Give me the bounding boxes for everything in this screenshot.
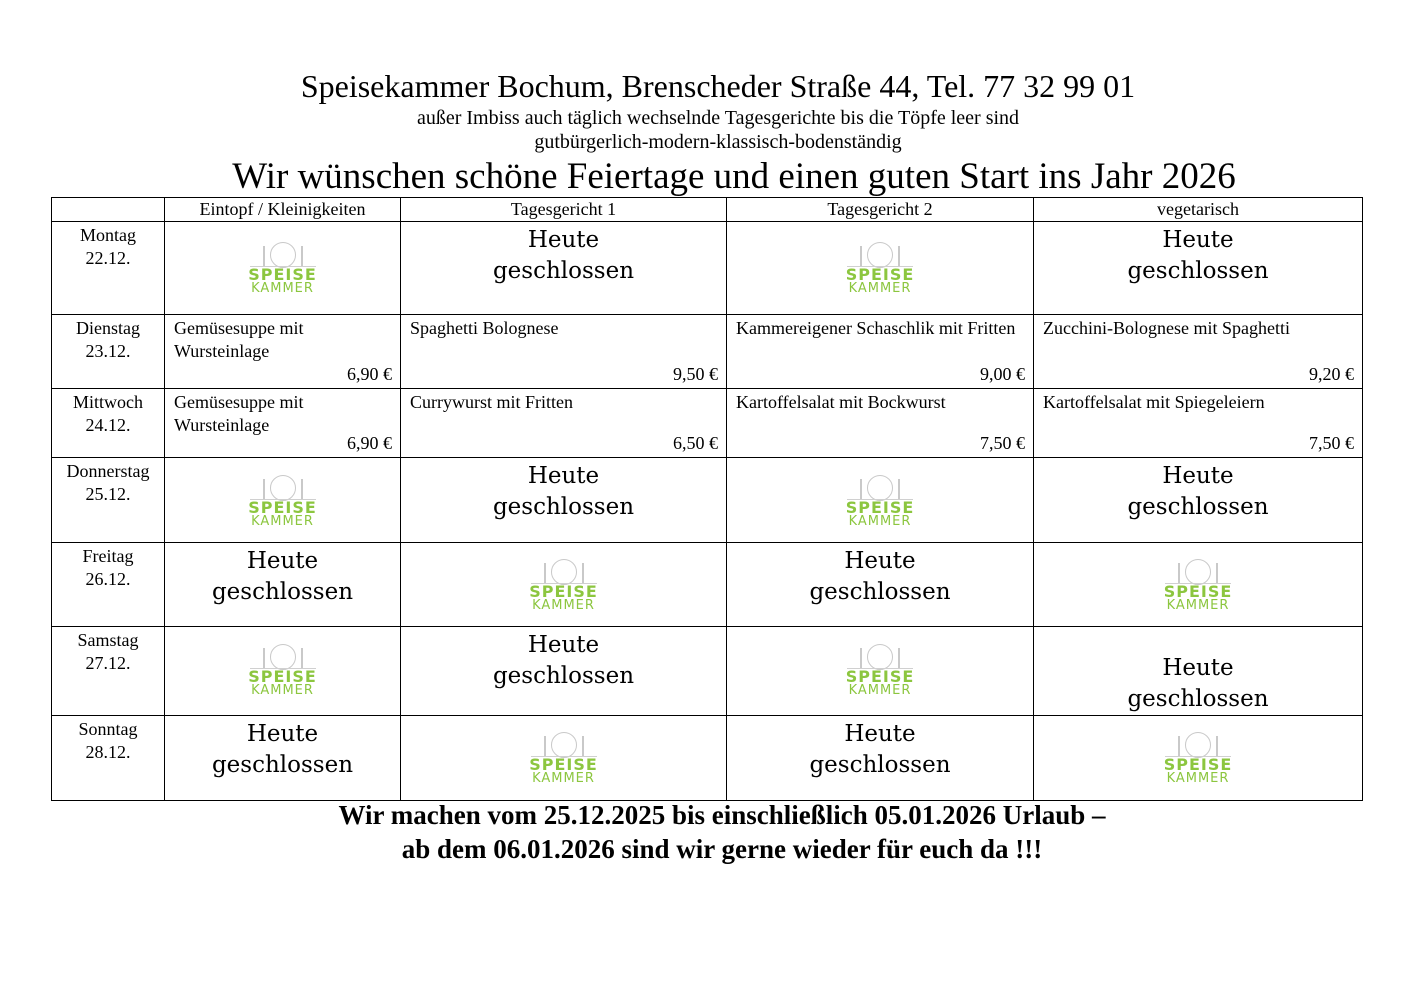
dish-name: Spaghetti Bolognese [410, 318, 559, 338]
day-name: Donnerstag [66, 461, 150, 481]
speisekammer-logo: SPEISE KAMMER [843, 475, 917, 527]
knife-icon [301, 648, 303, 668]
style-tagline: gutbürgerlich-modern-klassisch-bodenständig [534, 131, 902, 153]
table-row [52, 315, 1363, 389]
day-date: 26.12. [85, 569, 131, 589]
dish-cell [1034, 389, 1363, 458]
logo-cell [165, 458, 401, 543]
dish-price: 6,90 € [347, 364, 392, 384]
day-name: Freitag [82, 546, 134, 566]
day-name: Sonntag [78, 719, 138, 739]
day-name: Samstag [77, 630, 139, 650]
day-cell [52, 389, 165, 458]
column-header-tagesgericht-1: Tagesgericht 1 [401, 198, 727, 222]
logo-cell [1034, 716, 1363, 801]
table-row [52, 222, 1363, 315]
fork-icon [860, 648, 862, 668]
dish-name: Zucchini-Bolognese mit Spaghetti [1043, 318, 1290, 338]
speisekammer-logo: SPEISE KAMMER [246, 475, 320, 527]
closed-notice: Heute geschlossen [211, 548, 354, 605]
speisekammer-logo: SPEISE KAMMER [1161, 559, 1235, 611]
closed-cell [165, 716, 401, 801]
speisekammer-logo: SPEISE KAMMER [527, 732, 601, 784]
knife-icon [898, 648, 900, 668]
dish-name: Gemüsesuppe mit Wursteinlage [174, 392, 304, 435]
day-cell [52, 222, 165, 315]
dish-cell [165, 315, 401, 389]
closed-notice: Heute geschlossen [492, 227, 635, 284]
fork-icon [263, 246, 265, 266]
closed-notice: Heute geschlossen [211, 721, 354, 778]
day-date: 27.12. [85, 653, 131, 673]
speisekammer-logo: SPEISE KAMMER [246, 644, 320, 696]
day-date: 23.12. [85, 341, 131, 361]
closed-cell [727, 543, 1034, 627]
day-date: 22.12. [85, 248, 131, 268]
closed-cell [1034, 222, 1363, 315]
fork-icon [263, 648, 265, 668]
dish-price: 9,50 € [673, 364, 718, 384]
weekly-menu-table [51, 197, 1363, 801]
speisekammer-logo: SPEISE KAMMER [527, 559, 601, 611]
dish-cell [165, 389, 401, 458]
fork-icon [544, 563, 546, 583]
vacation-notice-line-1: Wir machen vom 25.12.2025 bis einschließlich 05.01.2026 Urlaub – [338, 800, 1106, 830]
dish-name: Kartoffelsalat mit Spiegeleiern [1043, 392, 1265, 412]
logo-cell [727, 458, 1034, 543]
column-header-day [52, 198, 165, 222]
dish-name: Kartoffelsalat mit Bockwurst [736, 392, 946, 412]
day-date: 24.12. [85, 415, 131, 435]
closed-notice: Heute geschlossen [492, 632, 635, 689]
column-header-tagesgericht-2: Tagesgericht 2 [727, 198, 1034, 222]
logo-cell [727, 627, 1034, 716]
speisekammer-logo: SPEISE KAMMER [843, 242, 917, 294]
logo-cell [1034, 543, 1363, 627]
table-row [52, 716, 1363, 801]
fork-icon [860, 246, 862, 266]
table-row [52, 458, 1363, 543]
dish-cell [727, 389, 1034, 458]
fork-icon [860, 479, 862, 499]
logo-cell [165, 222, 401, 315]
knife-icon [1216, 563, 1218, 583]
knife-icon [1216, 736, 1218, 756]
closed-cell [165, 543, 401, 627]
dish-price: 9,00 € [980, 364, 1025, 384]
day-cell [52, 458, 165, 543]
column-header-eintopf: Eintopf / Kleinigkeiten [165, 198, 401, 222]
closed-notice: Heute geschlossen [809, 548, 951, 605]
dish-price: 6,50 € [673, 433, 718, 453]
dish-cell [1034, 315, 1363, 389]
fork-icon [1178, 736, 1180, 756]
closed-cell [401, 222, 727, 315]
dish-price: 7,50 € [980, 433, 1025, 453]
closed-notice: Heute geschlossen [492, 463, 635, 520]
logo-cell [401, 543, 727, 627]
dish-cell [727, 315, 1034, 389]
dish-cell [401, 389, 727, 458]
knife-icon [301, 246, 303, 266]
closed-cell [1034, 627, 1363, 716]
dish-price: 7,50 € [1309, 433, 1354, 453]
closed-cell [1034, 458, 1363, 543]
logo-cell [165, 627, 401, 716]
speisekammer-logo: SPEISE KAMMER [1161, 732, 1235, 784]
closed-cell [401, 627, 727, 716]
day-name: Montag [80, 225, 136, 245]
day-date: 28.12. [85, 742, 131, 762]
dish-price: 6,90 € [347, 433, 392, 453]
closed-notice: Heute geschlossen [809, 721, 951, 778]
subtitle-line: außer Imbiss auch täglich wechselnde Tagesgerichte bis die Töpfe leer sind [416, 107, 1020, 129]
day-date: 25.12. [85, 484, 131, 504]
dish-name: Currywurst mit Fritten [410, 392, 573, 412]
table-row [52, 389, 1363, 458]
knife-icon [898, 246, 900, 266]
fork-icon [263, 479, 265, 499]
dish-name: Kammereigener Schaschlik mit Fritten [736, 318, 1016, 338]
day-name: Mittwoch [73, 392, 143, 412]
day-cell [52, 716, 165, 801]
holiday-greeting: Wir wünschen schöne Feiertage und einen guten Start ins Jahr 2026 [232, 156, 1236, 197]
closed-notice: Heute geschlossen [1127, 227, 1269, 284]
speisekammer-logo: SPEISE KAMMER [843, 644, 917, 696]
logo-cell [727, 222, 1034, 315]
fork-icon [544, 736, 546, 756]
speisekammer-logo: SPEISE KAMMER [246, 242, 320, 294]
knife-icon [898, 479, 900, 499]
column-header-vegetarisch: vegetarisch [1034, 198, 1363, 222]
restaurant-address-title: Speisekammer Bochum, Brenscheder Straße 44, Tel. 77 32 99 01 [300, 68, 1136, 104]
dish-name: Gemüsesuppe mit Wursteinlage [174, 318, 304, 361]
day-cell [52, 543, 165, 627]
day-name: Dienstag [76, 318, 140, 338]
closed-cell [401, 458, 727, 543]
closed-notice: Heute geschlossen [1127, 655, 1269, 712]
dish-cell [401, 315, 727, 389]
closed-notice: Heute geschlossen [1127, 463, 1269, 520]
dish-price: 9,20 € [1309, 364, 1354, 384]
logo-cell [401, 716, 727, 801]
knife-icon [301, 479, 303, 499]
closed-cell [727, 716, 1034, 801]
fork-icon [1178, 563, 1180, 583]
knife-icon [582, 736, 584, 756]
table-row [52, 543, 1363, 627]
day-cell [52, 627, 165, 716]
knife-icon [582, 563, 584, 583]
day-cell [52, 315, 165, 389]
table-header-row [52, 198, 1363, 222]
table-row [52, 627, 1363, 716]
vacation-notice-line-2: ab dem 06.01.2026 sind wir gerne wieder für euch da !!! [401, 834, 1043, 864]
